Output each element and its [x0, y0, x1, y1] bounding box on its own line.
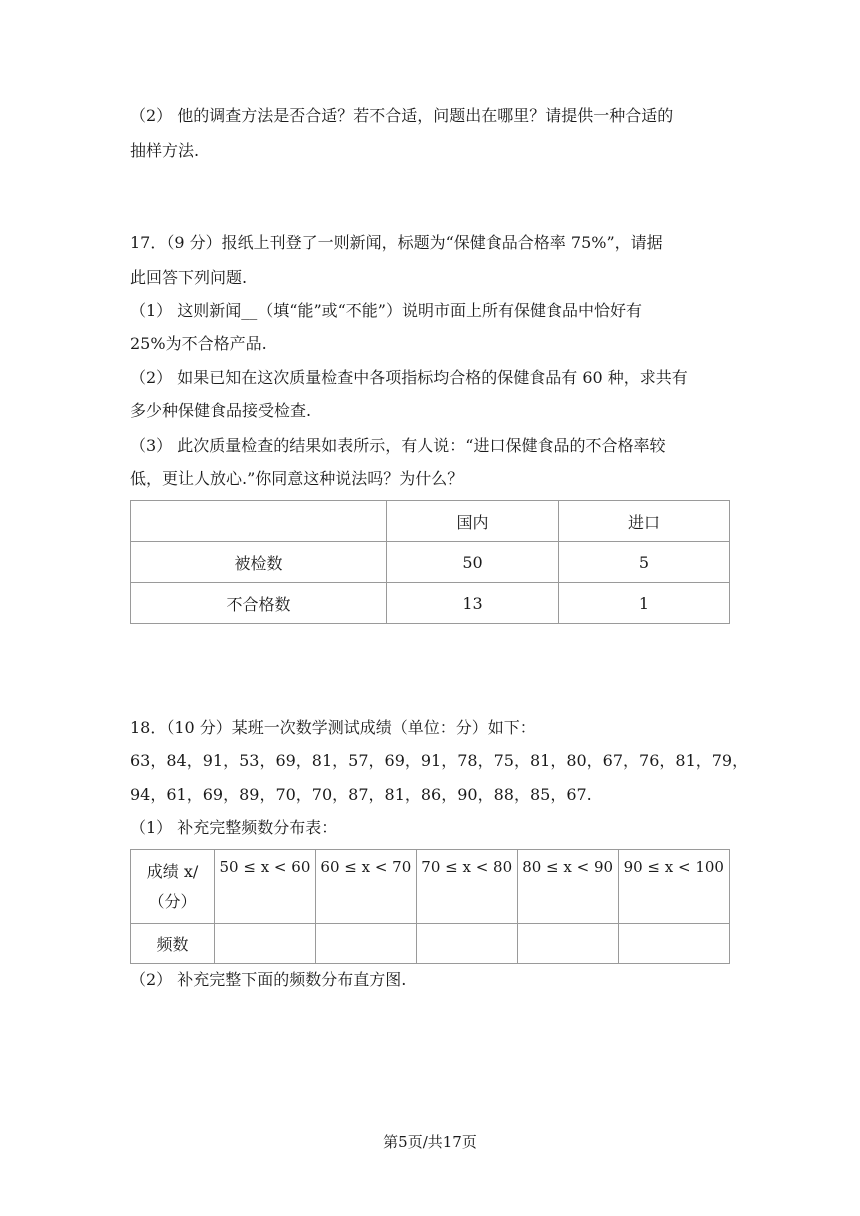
frequency-blank-cell[interactable] [416, 924, 517, 964]
q17-part2-line2: 多少种保健食品接受检查. [130, 401, 312, 420]
table-header-cell: 国内 [387, 501, 559, 542]
table-row [131, 924, 730, 964]
table-row [131, 583, 730, 624]
q17-part3-line2: 低，更让人放心.”你同意这种说法吗？为什么？ [130, 469, 464, 488]
score-header-label: 成绩 x/ [146, 861, 199, 881]
q18-part1: （1） 补充完整频数分布表： [130, 818, 338, 837]
score-header-cell [131, 850, 215, 924]
score-header-unit: （分） [148, 891, 197, 911]
table-cell: 被检数 [131, 542, 387, 583]
q17-part1-line1: （1） 这则新闻__（填“能”或“不能”）说明市面上所有保健食品中恰好有 [130, 301, 642, 320]
interval-cell: 50 ≤ x < 60 [215, 850, 316, 924]
table-cell: 不合格数 [131, 583, 387, 624]
q17-question-line2: 此回答下列问题. [130, 268, 248, 287]
q17-inspection-table [130, 500, 730, 624]
table-cell: 13 [387, 583, 559, 624]
frequency-label-cell: 频数 [131, 924, 215, 964]
table-header-cell [131, 501, 387, 542]
frequency-blank-cell[interactable] [215, 924, 316, 964]
table-header-cell: 进口 [559, 501, 730, 542]
q18-data-line1: 63，84，91，53，69，81，57，69，91，78，75，81，80，67，76，81，79， [130, 751, 749, 770]
q18-question-line1: 18．（10 分）某班一次数学测试成绩（单位：分）如下： [130, 718, 536, 737]
page-footer: 第5页/共17页 [383, 1133, 477, 1151]
table-row [131, 542, 730, 583]
q18-frequency-table [130, 849, 730, 964]
frequency-blank-cell[interactable] [517, 924, 618, 964]
q18-data-line2: 94，61，69，89，70，70，87，81，86，90，88，85，67. [130, 785, 592, 804]
table-cell: 50 [387, 542, 559, 583]
interval-cell: 90 ≤ x < 100 [618, 850, 729, 924]
q17-part2-line1: （2） 如果已知在这次质量检查中各项指标均合格的保健食品有 60 种，求共有 [130, 368, 688, 387]
interval-cell: 80 ≤ x < 90 [517, 850, 618, 924]
q16-part2-line1: （2） 他的调查方法是否合适？若不合适，问题出在哪里？请提供一种合适的 [130, 106, 674, 125]
table-cell: 1 [559, 583, 730, 624]
table-header-row [131, 501, 730, 542]
table-cell: 5 [559, 542, 730, 583]
q18-part2: （2） 补充完整下面的频数分布直方图. [130, 970, 407, 989]
interval-cell: 70 ≤ x < 80 [416, 850, 517, 924]
frequency-blank-cell[interactable] [315, 924, 416, 964]
q17-part1-line2: 25%为不合格产品. [130, 334, 267, 353]
table-header-row [131, 850, 730, 924]
q16-part2-line2: 抽样方法. [130, 141, 200, 160]
q17-question-line1: 17．（9 分）报纸上刊登了一则新闻，标题为“保健食品合格率 75%”，请据 [130, 233, 663, 252]
frequency-blank-cell[interactable] [618, 924, 729, 964]
interval-cell: 60 ≤ x < 70 [315, 850, 416, 924]
q17-part3-line1: （3） 此次质量检查的结果如表所示，有人说：“进口保健食品的不合格率较 [130, 436, 666, 455]
